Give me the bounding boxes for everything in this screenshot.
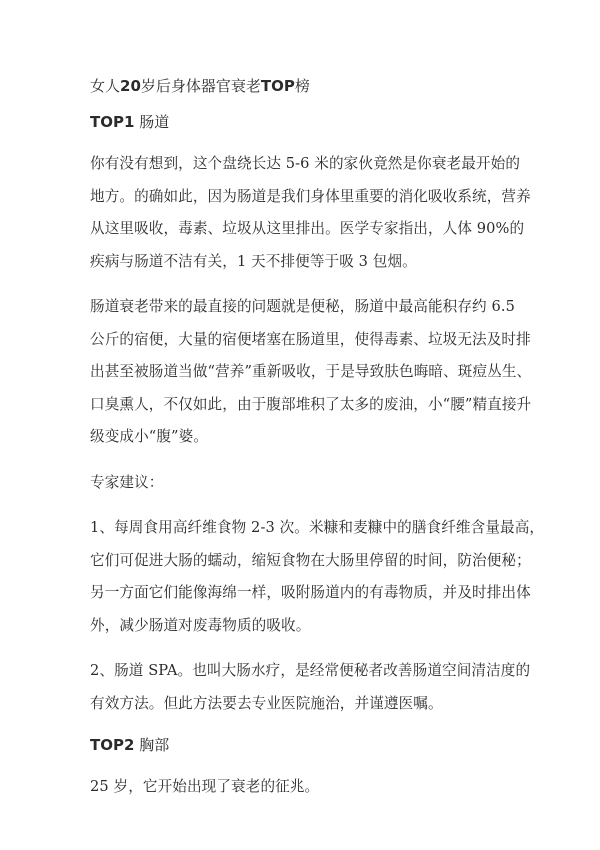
text-line: 出甚至被肠道当做“营养”重新吸收，于是导致肤色晦暗、斑痘丛生、 (90, 363, 532, 380)
text-line: 它们可促进大肠的蠕动，缩短食物在大肠里停留的时间，防治便秘； (90, 551, 531, 569)
paragraph-tip-1 (90, 512, 545, 642)
paragraph-expert-advice (90, 467, 520, 500)
paragraph (90, 148, 531, 278)
text-line: 专家建议： (90, 473, 164, 491)
paragraph-tip-2 (90, 655, 531, 720)
text-line: 有效方法。但此方法要去专业医院施治，并谨遵医嘱。 (90, 694, 443, 712)
paragraph (90, 291, 532, 454)
text-line: 从这里吸收，毒素、垃圾从这里排出。医学专家指出，人体 90%的 (90, 220, 525, 237)
text-line: 疾病与肠道不洁有关，1 天不排便等于吸 3 包烟。 (90, 252, 417, 270)
text-line: 口臭熏人，不仅如此，由于腹部堆积了太多的废油，小“腰”精直接升 (90, 395, 532, 413)
document-page (90, 74, 545, 817)
text-line: 外，减少肠道对废毒物质的吸收。 (90, 616, 311, 634)
text-line: 级变成小“腹”婆。 (90, 428, 208, 445)
section-heading: TOP2 胸部 (90, 736, 170, 754)
text-line: 25 岁，它开始出现了衰老的征兆。 (90, 778, 320, 795)
paragraph (90, 771, 520, 804)
text-line: 另一方面它们能像海绵一样，吸附肠道内的有毒物质，并及时排出体 (90, 584, 531, 601)
page-title: 女人20岁后身体器官衰老TOP榜 (90, 77, 310, 95)
text-line: 1、每周食用高纤维食物 2-3 次。米糠和麦糠中的膳食纤维含量最高， (90, 519, 545, 536)
text-line: 你有没有想到，这个盘绕长达 5-6 米的家伙竟然是你衰老最开始的 (90, 155, 521, 172)
section-heading: TOP1 肠道 (90, 113, 170, 131)
text-line: 2、肠道 SPA。也叫大肠水疗，是经常便秘者改善肠道空间清洁度的 (90, 662, 531, 679)
text-line: 地方。的确如此，因为肠道是我们身体里重要的消化吸收系统，营养 (90, 187, 531, 205)
text-line: 公斤的宿便，大量的宿便堵塞在肠道里，使得毒素、垃圾无法及时排 (90, 330, 531, 348)
text-line: 肠道衰老带来的最直接的问题就是便秘，肠道中最高能积存约 6.5 (90, 298, 515, 315)
